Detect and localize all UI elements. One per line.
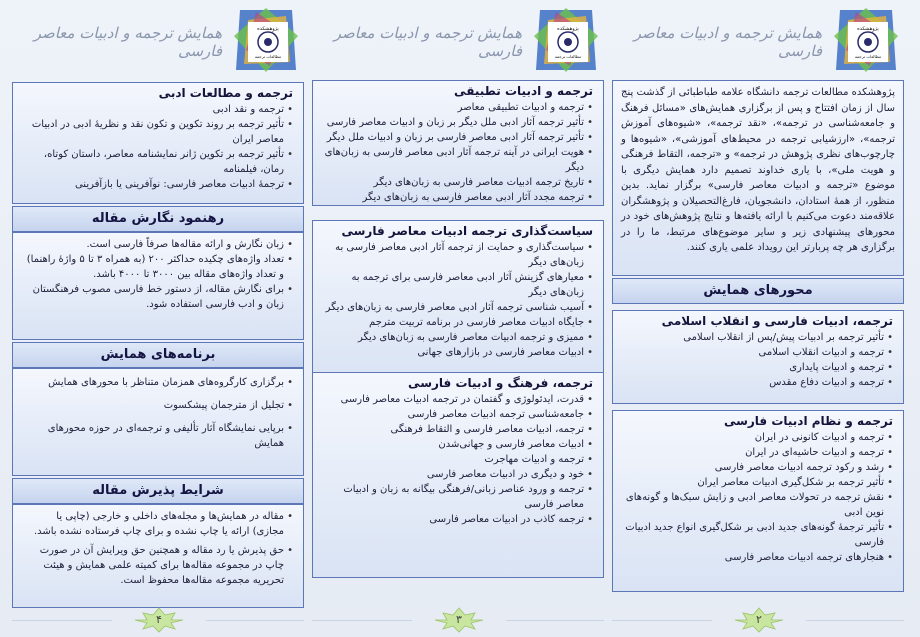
list-item: • ادبیات معاصر فارسی در بازارهای جهانی (323, 345, 593, 360)
list-item: • برگزاری کارگروه‌های همزمان متناظر با محورهای همایش (23, 375, 293, 390)
list-item: • ترجمه و ادبیات انقلاب اسلامی (623, 345, 893, 360)
list-item: • ترجمه و ادبیات تطبیقی معاصر (323, 100, 593, 115)
list-item: • ترجمه و ادبیات دفاع مقدس (623, 375, 893, 390)
divider (206, 620, 304, 621)
list-item: • خود و دیگری در ادبیات معاصر فارسی (323, 467, 593, 482)
list-item: • ترجمهٔ ادبیات معاصر فارسی: نوآفرینی یا بازآفرینی (23, 177, 293, 192)
logo-text-1: پژوهشکده (257, 26, 279, 32)
list-item: • سیاست‌گذاری و حمایت از ترجمه آثار ادبی معاصر فارسی به زبان‌های دیگر (323, 240, 593, 270)
divider (612, 620, 712, 621)
list-item: • ترجمه کاذب در ادبیات معاصر فارسی (323, 512, 593, 527)
list-item: • زبان نگارش و ارائه مقاله‌ها صرفاً فارسی است. (23, 237, 293, 252)
logo-text-2: مطالعات ترجمه (854, 54, 882, 59)
box-title: ترجمه، ادبیات فارسی و انقلاب اسلامی (661, 314, 893, 328)
list-item: • ترجمه، ادبیات معاصر فارسی و التقاط فرهنگی (323, 422, 593, 437)
box-title: ترجمه، فرهنگ و ادبیات فارسی (408, 376, 593, 390)
list-item: • تأثیر ترجمه بر شکل‌گیری ادبیات معاصر ایران (623, 475, 893, 490)
list-item: • تأثیر ترجمه بر تکوین ژانر نمایشنامه معاصر، داستان کوتاه، رمان، فیلمنامه (23, 147, 293, 177)
section-header-acceptance: شرایط پذیرش مقاله (12, 478, 304, 504)
list-item: • تاریخ ترجمه ادبیات معاصر فارسی به زبان‌های دیگر (323, 175, 593, 190)
logo-text-1: پژوهشکده (557, 26, 579, 32)
box-title: ترجمه و ادبیات تطبیقی (454, 84, 593, 98)
box-title: ترجمه و مطالعات ادبی (158, 86, 293, 100)
divider (806, 620, 904, 621)
list-item: • جامعه‌شناسی ترجمه ادبیات معاصر فارسی (323, 407, 593, 422)
divider (312, 620, 412, 621)
list-item: • ترجمه و ادبیات کانونی در ایران (623, 430, 893, 445)
list-item: • جایگاه ادبیات معاصر فارسی در برنامه تربیت مترجم (323, 315, 593, 330)
page-number (127, 607, 191, 633)
section-header-axes: محورهای همایش (612, 278, 904, 304)
page-number (727, 607, 791, 633)
divider (506, 620, 604, 621)
list-item: • حق پذیرش یا رد مقاله و همچنین حق ویرایش آن در صورت چاپ در مجموعه مقاله‌ها برای کمیته علمی همایش و هیئت تحریریه مجموعه مقاله‌ها محفوظ است. (23, 543, 293, 588)
list-item: • ترجمه و ادبیات حاشیه‌ای در ایران (623, 445, 893, 460)
box-title: ترجمه و نظام ادبیات فارسی (723, 414, 893, 428)
page-right (612, 0, 906, 637)
list-item: • تأثیر ترجمه بر روند تکوین و تکون نقد و نظریهٔ ادبی در ادبیات معاصر ایران (23, 117, 293, 147)
list-item: • مقاله در همایش‌ها و مجله‌های داخلی و خارجی (چاپی یا مجازی) ارائه یا چاپ نشده و برای چاپ فرستاده نشده باشد. (23, 509, 293, 539)
box-writing-guidelines (12, 232, 304, 340)
page-header (612, 0, 906, 80)
page-middle (312, 0, 606, 637)
page-number-text: ۳ (456, 613, 462, 626)
box-translation-culture (312, 372, 604, 578)
list-item: • قدرت، ایدئولوژی و گفتمان در ترجمه ادبیات معاصر فارسی (323, 392, 593, 407)
box-translation-literary-studies (12, 82, 304, 204)
institute-logo (530, 6, 602, 74)
institute-logo (830, 6, 902, 74)
list-item: • هویت ایرانی در آینه ترجمه آثار ادبی معاصر فارسی به زبان‌های دیگر (323, 145, 593, 175)
list-item: • تأثیر ترجمه بر ادبیات پیش/پس از انقلاب اسلامی (623, 330, 893, 345)
box-title: سیاست‌گذاری ترجمه ادبیات معاصر فارسی (341, 224, 593, 238)
list-item: • نقش ترجمه در تحولات معاصر ادبی و زایش سبک‌ها و گونه‌های نوین ادبی (623, 490, 893, 520)
list-item: • تعداد واژه‌های چکیده حداکثر ۲۰۰ (به همراه ۳ تا ۵ واژهٔ راهنما) و تعداد واژه‌های مقاله بین ۳۰۰۰ تا ۴۰۰۰ باشد. (23, 252, 293, 282)
header-caption: همایش ترجمه و ادبیات معاصر فارسی (633, 24, 822, 60)
section-header-writing-guidelines: رهنمود نگارش مقاله (12, 206, 304, 232)
list-item: • تأثیر ترجمه آثار ادبی معاصر فارسی بر زبان و ادبیات ملل دیگر (323, 130, 593, 145)
box-persian-literary-system (612, 410, 904, 592)
box-islamic-revolution (612, 310, 904, 404)
page-number (427, 607, 491, 633)
box-programs (12, 368, 304, 476)
institute-logo (230, 6, 302, 74)
logo-text-2: مطالعات ترجمه (554, 54, 582, 59)
list-item: • تجلیل از مترجمان پیشکسوت (23, 398, 293, 413)
section-header-programs: برنامه‌های همایش (12, 342, 304, 368)
list-item: • ترجمه و ورود عناصر زبانی/فرهنگی بیگانه به زبان و ادبیات معاصر فارسی (323, 482, 593, 512)
box-comparative-literature (312, 80, 604, 206)
box-introduction (612, 80, 904, 276)
page-left (12, 0, 306, 637)
list-item: • معیارهای گزینش آثار ادبی معاصر فارسی برای ترجمه به زبان‌های دیگر (323, 270, 593, 300)
list-item: • ترجمه و ادبیات مهاجرت (323, 452, 593, 467)
list-item: • رشد و رکود ترجمه ادبیات معاصر فارسی (623, 460, 893, 475)
intro-paragraph: پژوهشکده مطالعات ترجمه دانشگاه علامه طباطبائی از گذشت پنج سال از زمان افتتاح و پس از برگزاری همایش‌های «مسائل فرهنگ و جامعه‌شناسی در ترجمه»، «نقد ترجمه»، «شیوه‌های آموزش ترجمه»، «ارزشیابی ترجمه در محیط‌های آموزشی»، «شیوه‌ها و چارچوب‌های نظری پژوهش در ترجمه» و «ترجمه، التقاط فرهنگی و هویت ملی»، با یاری خداوند تصمیم دارد همایش دیگری با موضوع «ترجمه و ادبیات معاصر فارسی» برگزار نماید. بدین منظور، از همهٔ استادان، دانشجویان، فارغ‌التحصیلان و پژوهشگران علاقه‌مند دعوت می‌کنیم با ارائه یافته‌ها و نتایج پژوهش‌های خود در محورهای پیشنهادی زیر و سایر موضوع‌های مرتبط، ما را در برگزاری هر چه پربارتر این رویداد علمی یاری کنند. (621, 87, 895, 253)
page-header (12, 0, 306, 80)
list-item: • آسیب شناسی ترجمه آثار ادبی معاصر فارسی به زبان‌های دیگر (323, 300, 593, 315)
header-caption: همایش ترجمه و ادبیات معاصر فارسی (33, 24, 222, 60)
page-header (312, 0, 606, 80)
list-item: • ترجمه و ادبیات پایداری (623, 360, 893, 375)
logo-text-2: مطالعات ترجمه (254, 54, 282, 59)
header-caption: همایش ترجمه و ادبیات معاصر فارسی (333, 24, 522, 60)
logo-text-1: پژوهشکده (857, 26, 879, 32)
page-number-text: ۲ (756, 613, 762, 626)
box-translation-policy (312, 220, 604, 382)
list-item: • برپایی نمایشگاه آثار تألیفی و ترجمه‌ای در حوزه محورهای همایش (23, 421, 293, 451)
list-item: • ترجمه مجدد آثار ادبی معاصر فارسی به زبان‌های دیگر (323, 190, 593, 205)
list-item: • برای نگارش مقاله، از دستور خط فارسی مصوب فرهنگستان زبان و ادب فارسی استفاده شود. (23, 282, 293, 312)
list-item: • تأثیر ترجمه آثار ادبی ملل دیگر بر زبان و ادبیات معاصر فارسی (323, 115, 593, 130)
page-number-text: ۴ (156, 613, 162, 626)
list-item: • تأثیر ترجمهٔ گونه‌های جدید ادبی بر شکل‌گیری انواع جدید ادبیات فارسی (623, 520, 893, 550)
box-acceptance-conditions (12, 504, 304, 608)
list-item: • ادبیات معاصر فارسی و جهانی‌شدن (323, 437, 593, 452)
list-item: • ممیزی و ترجمه ادبیات معاصر فارسی به زبان‌های دیگر (323, 330, 593, 345)
list-item: • ترجمه و نقد ادبی (23, 102, 293, 117)
list-item: • هنجارهای ترجمه ادبیات معاصر فارسی (623, 550, 893, 565)
divider (12, 620, 112, 621)
